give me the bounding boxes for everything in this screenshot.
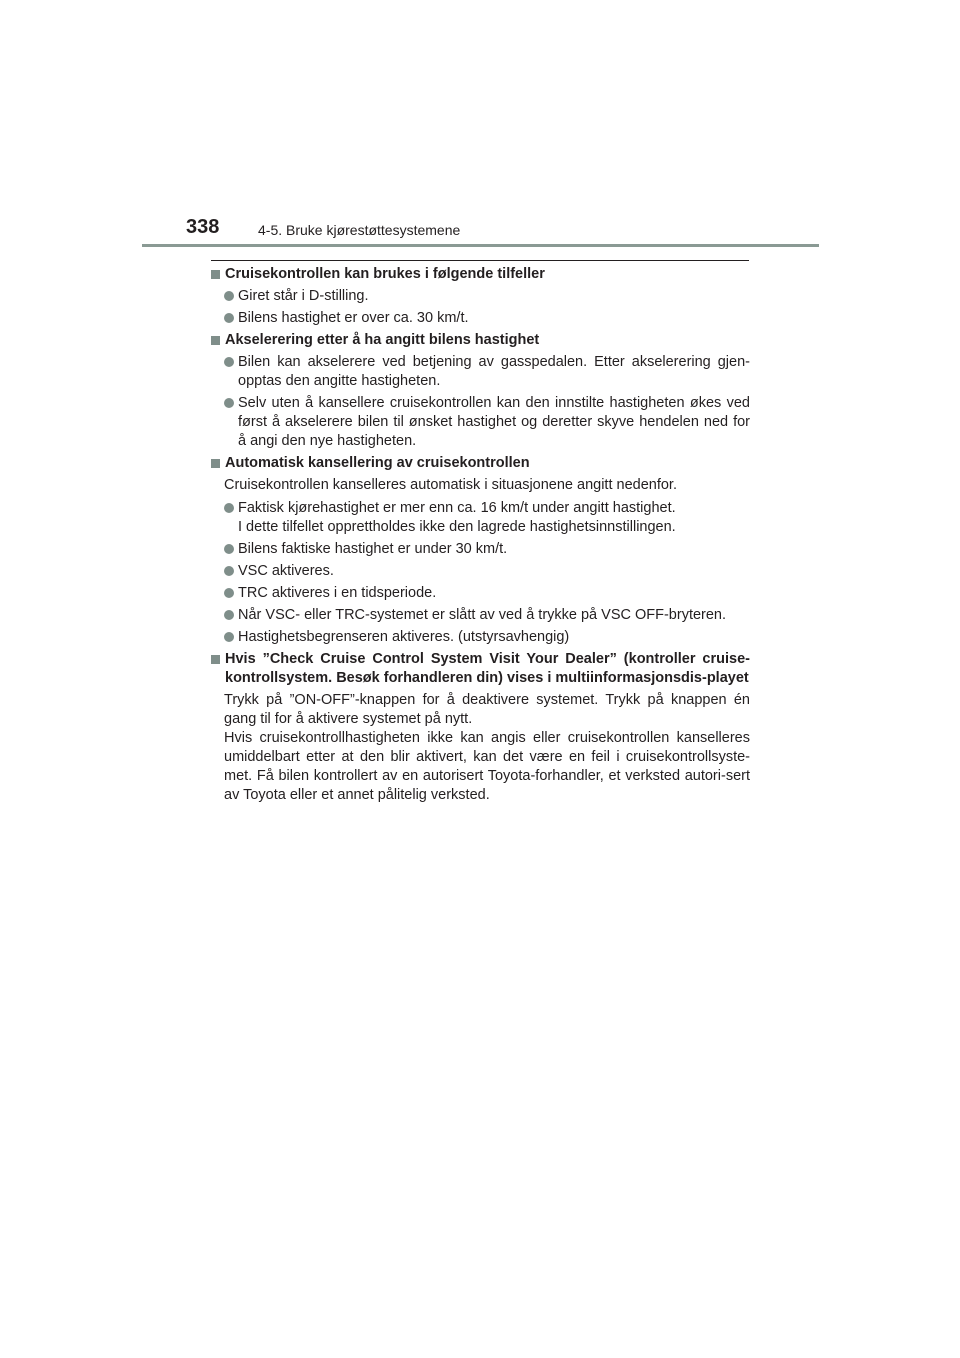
list-item-text: Når VSC- eller TRC-systemet er slått av ved å trykke på VSC OFF-bryteren. bbox=[238, 607, 727, 623]
list-item-text: Selv uten å kansellere cruisekontrollen kan den innstilte hastigheten økes ved først å akselerere bilen til ønsket hastighet og deretter skyve hendelen ned for å angi den nye hastigheten. bbox=[238, 395, 750, 449]
list-item bbox=[210, 584, 750, 603]
square-bullet-icon bbox=[211, 459, 220, 468]
paragraph: Trykk på ”ON-OFF”-knappen for å deaktivere systemet. Trykk på knappen én gang til for å aktivere systemet på nytt. bbox=[224, 692, 750, 727]
section-heading bbox=[210, 265, 750, 284]
header-rule bbox=[142, 244, 819, 247]
section-heading-text: Akselerering etter å ha angitt bilens hastighet bbox=[225, 332, 540, 348]
round-bullet-icon bbox=[224, 503, 234, 513]
list-item bbox=[210, 606, 750, 625]
round-bullet-icon bbox=[224, 291, 234, 301]
list-item bbox=[210, 309, 750, 328]
list-item bbox=[210, 562, 750, 581]
list-item bbox=[210, 499, 750, 537]
list-item-text: Bilen kan akselerere ved betjening av gasspedalen. Etter akselerering gjen-opptas den angitte hastigheten. bbox=[238, 354, 750, 389]
square-bullet-icon bbox=[211, 655, 220, 664]
section-warning-message bbox=[210, 650, 750, 805]
section-heading bbox=[210, 650, 750, 688]
list-item-text: TRC aktiveres i en tidsperiode. bbox=[238, 585, 437, 601]
list-item-text: Giret står i D-stilling. bbox=[238, 288, 369, 304]
page-content bbox=[210, 265, 750, 808]
list-item-text: Bilens hastighet er over ca. 30 km/t. bbox=[238, 310, 469, 326]
square-bullet-icon bbox=[211, 336, 220, 345]
chapter-title: 4-5. Bruke kjørestøttesystemene bbox=[258, 222, 461, 238]
round-bullet-icon bbox=[224, 357, 234, 367]
section-heading-text: Cruisekontrollen kan brukes i følgende tilfeller bbox=[225, 266, 545, 282]
section-auto-cancel bbox=[210, 454, 750, 647]
section-heading-text: Automatisk kansellering av cruisekontrollen bbox=[225, 455, 530, 471]
list-item bbox=[210, 628, 750, 647]
list-item-text: Faktisk kjørehastighet er mer enn ca. 16 km/t under angitt hastighet. bbox=[238, 500, 676, 516]
round-bullet-icon bbox=[224, 544, 234, 554]
list-item-text: Hastighetsbegrenseren aktiveres. (utstyrsavhengig) bbox=[238, 629, 570, 645]
round-bullet-icon bbox=[224, 313, 234, 323]
section-heading-text: Hvis ”Check Cruise Control System Visit Your Dealer” (kontroller cruise-kontrollsystem. Besøk forhandleren din) vises i multiinformasjonsdis-playet bbox=[225, 651, 750, 686]
paragraph: Hvis cruisekontrollhastigheten ikke kan angis eller cruisekontrollen kanselleres umiddelbart etter at den blir aktivert, kan det være en feil i cruisekontrollsyste-met. Få bilen kontrollert av en autorisert Toyota-forhandler, et verksted autori-sert av Toyota eller et annet pålitelig verksted. bbox=[224, 730, 750, 803]
round-bullet-icon bbox=[224, 566, 234, 576]
section-cruise-usage bbox=[210, 265, 750, 328]
section-rule bbox=[211, 260, 749, 261]
list-item-text: Bilens faktiske hastighet er under 30 km/t. bbox=[238, 541, 508, 557]
round-bullet-icon bbox=[224, 632, 234, 642]
list-item bbox=[210, 287, 750, 306]
square-bullet-icon bbox=[211, 270, 220, 279]
list-item-text: VSC aktiveres. bbox=[238, 563, 334, 579]
list-item bbox=[210, 353, 750, 391]
section-heading bbox=[210, 454, 750, 473]
section-heading bbox=[210, 331, 750, 350]
round-bullet-icon bbox=[224, 610, 234, 620]
list-item bbox=[210, 540, 750, 559]
round-bullet-icon bbox=[224, 398, 234, 408]
page-number: 338 bbox=[186, 216, 220, 238]
section-intro: Cruisekontrollen kanselleres automatisk i situasjonene angitt nedenfor. bbox=[224, 477, 677, 493]
section-acceleration bbox=[210, 331, 750, 451]
list-item bbox=[210, 394, 750, 451]
round-bullet-icon bbox=[224, 588, 234, 598]
list-item-note: I dette tilfellet opprettholdes ikke den lagrede hastighetsinnstillingen. bbox=[238, 519, 676, 535]
